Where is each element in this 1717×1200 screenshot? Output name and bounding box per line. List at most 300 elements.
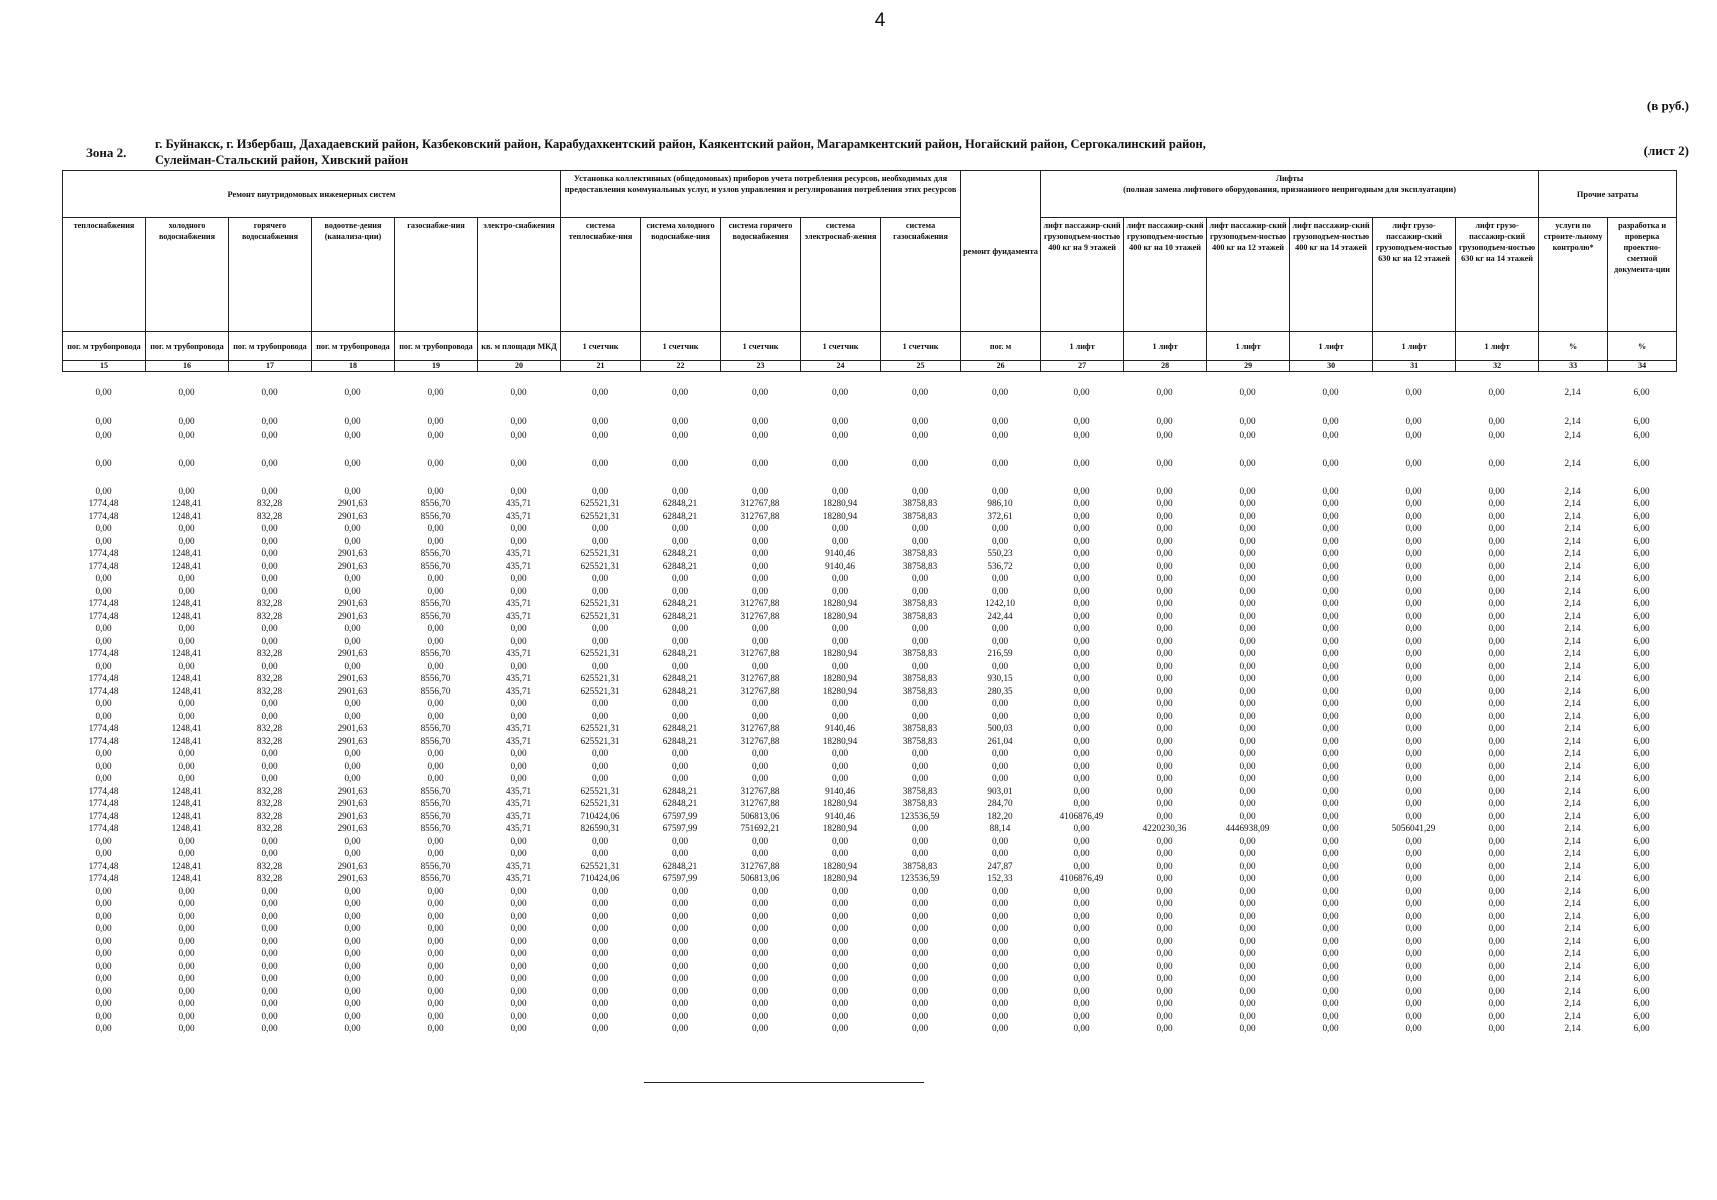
table-cell-col-18: 0,00 xyxy=(344,1023,361,1033)
table-cell-col-20: 0,00 xyxy=(510,948,527,958)
col-28-label: лифт пассажир-ский грузоподъем-ностью 400 кг на 10 этажей xyxy=(1124,218,1207,332)
table-cell-col-17: 0,00 xyxy=(261,623,278,633)
table-cell-col-22: 0,00 xyxy=(671,848,689,858)
col-15-label: теплоснабжения xyxy=(63,218,146,332)
table-cell-col-26: 0,00 xyxy=(991,458,1009,468)
table-cell-col-19: 0,00 xyxy=(427,698,444,708)
table-cell-col-29: 0,00 xyxy=(1239,416,1256,426)
table-row xyxy=(62,610,1677,622)
table-cell-col-26: 88,14 xyxy=(989,823,1011,833)
table-cell-col-23: 0,00 xyxy=(751,573,769,583)
table-cell-col-31: 0,00 xyxy=(1405,458,1422,468)
table-cell-col-25: 38758,83 xyxy=(902,686,938,696)
col-33-unit: % xyxy=(1539,332,1608,361)
table-cell-col-33: 2,14 xyxy=(1564,811,1581,821)
sheet-label: (лист 2) xyxy=(1643,143,1689,158)
table-cell-col-28: 0,00 xyxy=(1156,648,1173,658)
table-cell-col-25: 38758,83 xyxy=(902,736,938,746)
table-cell-col-30: 0,00 xyxy=(1322,961,1339,971)
table-cell-col-33: 2,14 xyxy=(1564,823,1581,833)
table-cell-col-29: 0,00 xyxy=(1239,1023,1256,1033)
table-row xyxy=(62,497,1677,509)
table-cell-col-15: 0,00 xyxy=(95,773,112,783)
table-cell-col-20: 435,71 xyxy=(505,548,532,558)
table-cell-col-16: 0,00 xyxy=(178,948,195,958)
table-cell-col-20: 435,71 xyxy=(505,598,532,608)
table-cell-col-15: 1774,48 xyxy=(88,548,119,558)
table-cell-col-33: 2,14 xyxy=(1564,561,1581,571)
table-cell-col-19: 0,00 xyxy=(427,848,444,858)
table-cell-col-15: 1774,48 xyxy=(88,861,119,871)
table-cell-col-27: 0,00 xyxy=(1073,586,1090,596)
table-cell-col-33: 2,14 xyxy=(1564,773,1581,783)
title-line-1: г. Буйнакск, г. Избербаш, Дахадаевский район, Казбековский район, Карабудахкентский район, Каякентский район, Магарамкентский район, Ногайский район, Сергокалинский район, xyxy=(155,137,1206,151)
table-cell-col-21: 0,00 xyxy=(591,661,609,671)
table-cell-col-27: 0,00 xyxy=(1073,836,1090,846)
table-cell-col-32: 0,00 xyxy=(1488,936,1505,946)
table-cell-col-21: 710424,06 xyxy=(580,873,620,883)
table-cell-col-28: 0,00 xyxy=(1156,536,1173,546)
table-cell-col-18: 2901,63 xyxy=(337,548,368,558)
table-cell-col-20: 435,71 xyxy=(505,673,532,683)
table-cell-col-16: 1248,41 xyxy=(171,511,202,521)
table-cell-col-20: 0,00 xyxy=(510,623,527,633)
table-cell-col-21: 0,00 xyxy=(591,986,609,996)
col-19-unit: пог. м трубопровода xyxy=(395,332,478,361)
table-cell-col-16: 0,00 xyxy=(178,961,195,971)
table-cell-col-34: 6,00 xyxy=(1633,948,1650,958)
table-cell-col-22: 62848,21 xyxy=(662,673,698,683)
table-cell-col-23: 0,00 xyxy=(751,998,769,1008)
table-cell-col-28: 0,00 xyxy=(1156,636,1173,646)
table-cell-col-18: 0,00 xyxy=(344,523,361,533)
table-cell-col-32: 0,00 xyxy=(1488,811,1505,821)
table-cell-col-21: 0,00 xyxy=(591,586,609,596)
table-cell-col-23: 0,00 xyxy=(751,458,769,468)
table-cell-col-20: 435,71 xyxy=(505,861,532,871)
table-row xyxy=(62,660,1677,672)
table-cell-col-17: 832,28 xyxy=(256,798,283,808)
table-cell-col-33: 2,14 xyxy=(1564,1023,1581,1033)
table-cell-col-23: 0,00 xyxy=(751,623,769,633)
table-cell-col-28: 0,00 xyxy=(1156,748,1173,758)
table-cell-col-31: 0,00 xyxy=(1405,861,1422,871)
table-cell-col-17: 832,28 xyxy=(256,498,283,508)
table-cell-col-24: 0,00 xyxy=(831,986,849,996)
table-cell-col-29: 0,00 xyxy=(1239,387,1256,397)
table-cell-col-25: 0,00 xyxy=(911,773,929,783)
table-cell-col-32: 0,00 xyxy=(1488,711,1505,721)
table-cell-col-17: 0,00 xyxy=(261,711,278,721)
table-cell-col-32: 0,00 xyxy=(1488,748,1505,758)
table-row xyxy=(62,860,1677,872)
table-cell-col-32: 0,00 xyxy=(1488,387,1505,397)
table-cell-col-19: 8556,70 xyxy=(420,673,451,683)
table-cell-col-23: 0,00 xyxy=(751,711,769,721)
table-cell-col-24: 0,00 xyxy=(831,973,849,983)
table-cell-col-16: 0,00 xyxy=(178,536,195,546)
table-cell-col-27: 0,00 xyxy=(1073,998,1090,1008)
table-cell-col-30: 0,00 xyxy=(1322,811,1339,821)
table-cell-col-15: 0,00 xyxy=(95,848,112,858)
table-cell-col-33: 2,14 xyxy=(1564,698,1581,708)
table-cell-col-30: 0,00 xyxy=(1322,736,1339,746)
table-cell-col-32: 0,00 xyxy=(1488,673,1505,683)
table-cell-col-21: 625521,31 xyxy=(580,648,620,658)
table-cell-col-28: 0,00 xyxy=(1156,836,1173,846)
table-cell-col-30: 0,00 xyxy=(1322,761,1339,771)
table-cell-col-28: 0,00 xyxy=(1156,686,1173,696)
table-cell-col-24: 0,00 xyxy=(831,998,849,1008)
table-cell-col-24: 0,00 xyxy=(831,836,849,846)
table-cell-col-31: 0,00 xyxy=(1405,923,1422,933)
table-cell-col-21: 0,00 xyxy=(591,623,609,633)
table-cell-col-16: 0,00 xyxy=(178,623,195,633)
table-cell-col-21: 0,00 xyxy=(591,387,609,397)
table-cell-col-22: 62848,21 xyxy=(662,561,698,571)
col-30-num: 30 xyxy=(1290,361,1373,372)
table-cell-col-20: 435,71 xyxy=(505,786,532,796)
table-cell-col-31: 0,00 xyxy=(1405,998,1422,1008)
table-cell-col-23: 506813,06 xyxy=(740,873,780,883)
table-cell-col-15: 0,00 xyxy=(95,923,112,933)
table-cell-col-24: 18280,94 xyxy=(822,511,858,521)
table-cell-col-16: 1248,41 xyxy=(171,548,202,558)
table-cell-col-22: 0,00 xyxy=(671,486,689,496)
table-cell-col-17: 0,00 xyxy=(261,586,278,596)
table-cell-col-15: 0,00 xyxy=(95,911,112,921)
table-cell-col-22: 0,00 xyxy=(671,761,689,771)
table-cell-col-16: 1248,41 xyxy=(171,823,202,833)
table-cell-col-18: 0,00 xyxy=(344,973,361,983)
col-22-label: система холодного водоснабже-ния xyxy=(641,218,721,332)
table-cell-col-32: 0,00 xyxy=(1488,430,1505,440)
table-cell-col-30: 0,00 xyxy=(1322,848,1339,858)
table-cell-col-24: 0,00 xyxy=(831,886,849,896)
table-cell-col-19: 0,00 xyxy=(427,1011,444,1021)
table-cell-col-21: 0,00 xyxy=(591,998,609,1008)
table-cell-col-31: 0,00 xyxy=(1405,786,1422,796)
table-cell-col-18: 0,00 xyxy=(344,536,361,546)
table-cell-col-28: 0,00 xyxy=(1156,661,1173,671)
col-28-unit: 1 лифт xyxy=(1124,332,1207,361)
table-cell-col-16: 0,00 xyxy=(178,636,195,646)
col-28-num: 28 xyxy=(1124,361,1207,372)
table-cell-col-20: 0,00 xyxy=(510,458,527,468)
table-cell-col-27: 0,00 xyxy=(1073,736,1090,746)
table-cell-col-23: 0,00 xyxy=(751,698,769,708)
group-meters: Установка коллективных (общедомовых) приборов учета потребления ресурсов, необходимых для предоставления коммунальных услуг, и узлов управления и регулирования потребления этих ресурсов xyxy=(561,171,961,218)
col-19-num: 19 xyxy=(395,361,478,372)
table-cell-col-21: 625521,31 xyxy=(580,548,620,558)
table-cell-col-29: 0,00 xyxy=(1239,786,1256,796)
table-cell-col-27: 0,00 xyxy=(1073,773,1090,783)
col-16-label: холодного водоснабжения xyxy=(146,218,229,332)
table-row xyxy=(62,822,1677,834)
table-cell-col-15: 0,00 xyxy=(95,711,112,721)
table-row xyxy=(62,710,1677,722)
table-cell-col-24: 18280,94 xyxy=(822,611,858,621)
table-cell-col-26: 500,03 xyxy=(987,723,1013,733)
table-cell-col-32: 0,00 xyxy=(1488,598,1505,608)
table-cell-col-34: 6,00 xyxy=(1633,430,1650,440)
table-cell-col-16: 1248,41 xyxy=(171,873,202,883)
table-cell-col-29: 0,00 xyxy=(1239,761,1256,771)
table-cell-col-29: 0,00 xyxy=(1239,923,1256,933)
table-cell-col-29: 0,00 xyxy=(1239,648,1256,658)
table-cell-col-22: 0,00 xyxy=(671,416,689,426)
table-cell-col-26: 0,00 xyxy=(991,961,1009,971)
table-cell-col-19: 0,00 xyxy=(427,836,444,846)
table-cell-col-24: 0,00 xyxy=(831,623,849,633)
table-cell-col-34: 6,00 xyxy=(1633,486,1650,496)
table-cell-col-17: 0,00 xyxy=(261,848,278,858)
table-cell-col-21: 0,00 xyxy=(591,523,609,533)
title-line-2: Сулейман-Стальский район, Хивский район xyxy=(155,153,409,167)
table-cell-col-25: 0,00 xyxy=(911,761,929,771)
table-cell-col-19: 8556,70 xyxy=(420,736,451,746)
table-cell-col-22: 0,00 xyxy=(671,661,689,671)
table-cell-col-22: 62848,21 xyxy=(662,723,698,733)
table-cell-col-18: 0,00 xyxy=(344,698,361,708)
table-cell-col-19: 0,00 xyxy=(427,936,444,946)
table-cell-col-29: 0,00 xyxy=(1239,1011,1256,1021)
table-cell-col-16: 0,00 xyxy=(178,986,195,996)
table-cell-col-25: 0,00 xyxy=(911,961,929,971)
table-cell-col-23: 0,00 xyxy=(751,636,769,646)
table-cell-col-18: 0,00 xyxy=(344,486,361,496)
table-cell-col-21: 0,00 xyxy=(591,761,609,771)
table-cell-col-34: 6,00 xyxy=(1633,711,1650,721)
table-cell-col-25: 0,00 xyxy=(911,886,929,896)
table-cell-col-16: 1248,41 xyxy=(171,611,202,621)
table-cell-col-28: 0,00 xyxy=(1156,1023,1173,1033)
table-cell-col-33: 2,14 xyxy=(1564,998,1581,1008)
table-cell-col-31: 0,00 xyxy=(1405,498,1422,508)
table-cell-col-28: 0,00 xyxy=(1156,736,1173,746)
table-cell-col-24: 0,00 xyxy=(831,387,849,397)
table-cell-col-22: 67597,99 xyxy=(662,823,698,833)
table-cell-col-28: 0,00 xyxy=(1156,498,1173,508)
table-cell-col-19: 0,00 xyxy=(427,998,444,1008)
table-cell-col-22: 62848,21 xyxy=(662,611,698,621)
table-cell-col-18: 0,00 xyxy=(344,961,361,971)
table-cell-col-27: 0,00 xyxy=(1073,898,1090,908)
table-cell-col-30: 0,00 xyxy=(1322,823,1339,833)
table-cell-col-17: 0,00 xyxy=(261,973,278,983)
table-cell-col-22: 0,00 xyxy=(671,523,689,533)
table-cell-col-29: 0,00 xyxy=(1239,898,1256,908)
table-cell-col-28: 0,00 xyxy=(1156,611,1173,621)
col-26-unit: пог. м xyxy=(961,332,1041,361)
table-cell-col-34: 6,00 xyxy=(1633,661,1650,671)
table-cell-col-27: 0,00 xyxy=(1073,458,1090,468)
table-cell-col-17: 832,28 xyxy=(256,686,283,696)
table-row xyxy=(62,547,1677,559)
table-cell-col-16: 1248,41 xyxy=(171,736,202,746)
table-cell-col-22: 62848,21 xyxy=(662,498,698,508)
table-cell-col-33: 2,14 xyxy=(1564,623,1581,633)
table-cell-col-24: 0,00 xyxy=(831,636,849,646)
table-cell-col-18: 0,00 xyxy=(344,430,361,440)
table-cell-col-17: 0,00 xyxy=(261,986,278,996)
table-cell-col-20: 0,00 xyxy=(510,911,527,921)
table-cell-col-33: 2,14 xyxy=(1564,430,1581,440)
table-cell-col-30: 0,00 xyxy=(1322,748,1339,758)
table-cell-col-21: 625521,31 xyxy=(580,611,620,621)
table-cell-col-17: 832,28 xyxy=(256,511,283,521)
table-cell-col-32: 0,00 xyxy=(1488,898,1505,908)
table-cell-col-29: 0,00 xyxy=(1239,673,1256,683)
table-cell-col-31: 0,00 xyxy=(1405,416,1422,426)
table-cell-col-33: 2,14 xyxy=(1564,898,1581,908)
table-cell-col-25: 0,00 xyxy=(911,1023,929,1033)
table-cell-col-20: 435,71 xyxy=(505,648,532,658)
table-cell-col-17: 0,00 xyxy=(261,661,278,671)
table-cell-col-27: 0,00 xyxy=(1073,911,1090,921)
table-cell-col-21: 0,00 xyxy=(591,1011,609,1021)
table-cell-col-32: 0,00 xyxy=(1488,848,1505,858)
table-cell-col-20: 0,00 xyxy=(510,711,527,721)
table-cell-col-31: 0,00 xyxy=(1405,986,1422,996)
table-cell-col-26: 0,00 xyxy=(991,523,1009,533)
table-cell-col-26: 0,00 xyxy=(991,748,1009,758)
table-cell-col-27: 0,00 xyxy=(1073,961,1090,971)
table-cell-col-22: 0,00 xyxy=(671,923,689,933)
table-cell-col-24: 18280,94 xyxy=(822,823,858,833)
table-cell-col-23: 0,00 xyxy=(751,773,769,783)
table-cell-col-20: 435,71 xyxy=(505,498,532,508)
table-cell-col-23: 0,00 xyxy=(751,886,769,896)
table-row xyxy=(62,522,1677,534)
table-cell-col-16: 0,00 xyxy=(178,711,195,721)
table-cell-col-21: 0,00 xyxy=(591,948,609,958)
table-cell-col-17: 0,00 xyxy=(261,936,278,946)
table-cell-col-25: 38758,83 xyxy=(902,861,938,871)
table-cell-col-19: 0,00 xyxy=(427,986,444,996)
unit-row xyxy=(63,332,1677,361)
table-cell-col-23: 312767,88 xyxy=(740,511,780,521)
table-cell-col-33: 2,14 xyxy=(1564,573,1581,583)
table-cell-col-29: 0,00 xyxy=(1239,598,1256,608)
col-23-num: 23 xyxy=(721,361,801,372)
table-cell-col-28: 0,00 xyxy=(1156,561,1173,571)
table-cell-col-22: 0,00 xyxy=(671,1011,689,1021)
table-cell-col-29: 0,00 xyxy=(1239,611,1256,621)
table-cell-col-15: 0,00 xyxy=(95,486,112,496)
table-cell-col-17: 832,28 xyxy=(256,736,283,746)
table-cell-col-20: 0,00 xyxy=(510,586,527,596)
table-cell-col-23: 312767,88 xyxy=(740,861,780,871)
table-cell-col-16: 1248,41 xyxy=(171,498,202,508)
table-cell-col-32: 0,00 xyxy=(1488,623,1505,633)
table-cell-col-28: 0,00 xyxy=(1156,961,1173,971)
table-cell-col-26: 1242,10 xyxy=(985,598,1015,608)
table-cell-col-34: 6,00 xyxy=(1633,458,1650,468)
table-cell-col-25: 0,00 xyxy=(911,823,929,833)
table-cell-col-28: 0,00 xyxy=(1156,998,1173,1008)
table-cell-col-15: 0,00 xyxy=(95,387,112,397)
table-cell-col-33: 2,14 xyxy=(1564,523,1581,533)
table-cell-col-17: 0,00 xyxy=(261,773,278,783)
table-cell-col-23: 0,00 xyxy=(751,1023,769,1033)
table-cell-col-26: 0,00 xyxy=(991,416,1009,426)
table-cell-col-29: 0,00 xyxy=(1239,798,1256,808)
table-cell-col-32: 0,00 xyxy=(1488,911,1505,921)
table-cell-col-26: 247,87 xyxy=(987,861,1013,871)
table-cell-col-28: 0,00 xyxy=(1156,698,1173,708)
table-cell-col-15: 0,00 xyxy=(95,623,112,633)
table-cell-col-18: 0,00 xyxy=(344,986,361,996)
table-cell-col-17: 0,00 xyxy=(261,387,278,397)
table-cell-col-25: 0,00 xyxy=(911,748,929,758)
table-cell-col-26: 0,00 xyxy=(991,586,1009,596)
table-cell-col-29: 0,00 xyxy=(1239,573,1256,583)
table-cell-col-21: 0,00 xyxy=(591,836,609,846)
col-15-unit: пог. м трубопровода xyxy=(63,332,146,361)
table-cell-col-28: 0,00 xyxy=(1156,948,1173,958)
table-cell-col-24: 0,00 xyxy=(831,661,849,671)
table-cell-col-31: 0,00 xyxy=(1405,948,1422,958)
table-cell-col-34: 6,00 xyxy=(1633,761,1650,771)
table-cell-col-20: 435,71 xyxy=(505,823,532,833)
table-cell-col-18: 0,00 xyxy=(344,848,361,858)
table-cell-col-25: 0,00 xyxy=(911,523,929,533)
col-19-label: газоснабже-ния xyxy=(395,218,478,332)
table-cell-col-25: 38758,83 xyxy=(902,561,938,571)
col-22-num: 22 xyxy=(641,361,721,372)
table-cell-col-27: 0,00 xyxy=(1073,486,1090,496)
col-29-unit: 1 лифт xyxy=(1207,332,1290,361)
table-cell-col-22: 0,00 xyxy=(671,573,689,583)
col-31-label: лифт грузо-пассажир-ский грузоподъем-ностью 630 кг на 12 этажей xyxy=(1373,218,1456,332)
table-cell-col-31: 0,00 xyxy=(1405,648,1422,658)
table-cell-col-24: 18280,94 xyxy=(822,673,858,683)
table-cell-col-18: 2901,63 xyxy=(337,648,368,658)
table-cell-col-20: 435,71 xyxy=(505,873,532,883)
table-cell-col-20: 0,00 xyxy=(510,961,527,971)
table-row xyxy=(62,910,1677,922)
col-27-num: 27 xyxy=(1041,361,1124,372)
table-cell-col-18: 2901,63 xyxy=(337,873,368,883)
table-cell-col-34: 6,00 xyxy=(1633,648,1650,658)
table-cell-col-23: 312767,88 xyxy=(740,498,780,508)
table-cell-col-29: 0,00 xyxy=(1239,873,1256,883)
table-cell-col-31: 0,00 xyxy=(1405,611,1422,621)
table-cell-col-24: 18280,94 xyxy=(822,798,858,808)
table-cell-col-32: 0,00 xyxy=(1488,548,1505,558)
table-cell-col-19: 0,00 xyxy=(427,623,444,633)
table-cell-col-26: 0,00 xyxy=(991,486,1009,496)
col-16-unit: пог. м трубопровода xyxy=(146,332,229,361)
table-cell-col-17: 0,00 xyxy=(261,748,278,758)
table-cell-col-16: 1248,41 xyxy=(171,561,202,571)
table-cell-col-33: 2,14 xyxy=(1564,911,1581,921)
table-cell-col-20: 435,71 xyxy=(505,723,532,733)
table-cell-col-25: 0,00 xyxy=(911,573,929,583)
table-cell-col-24: 0,00 xyxy=(831,573,849,583)
table-cell-col-32: 0,00 xyxy=(1488,416,1505,426)
table-row xyxy=(62,560,1677,572)
table-cell-col-34: 6,00 xyxy=(1633,886,1650,896)
table-cell-col-17: 0,00 xyxy=(261,998,278,1008)
col-20-unit: кв. м площади МКД xyxy=(478,332,561,361)
table-cell-col-34: 6,00 xyxy=(1633,848,1650,858)
table-cell-col-17: 0,00 xyxy=(261,1011,278,1021)
table-cell-col-26: 903,01 xyxy=(987,786,1013,796)
table-cell-col-28: 0,00 xyxy=(1156,861,1173,871)
col-17-unit: пог. м трубопровода xyxy=(229,332,312,361)
